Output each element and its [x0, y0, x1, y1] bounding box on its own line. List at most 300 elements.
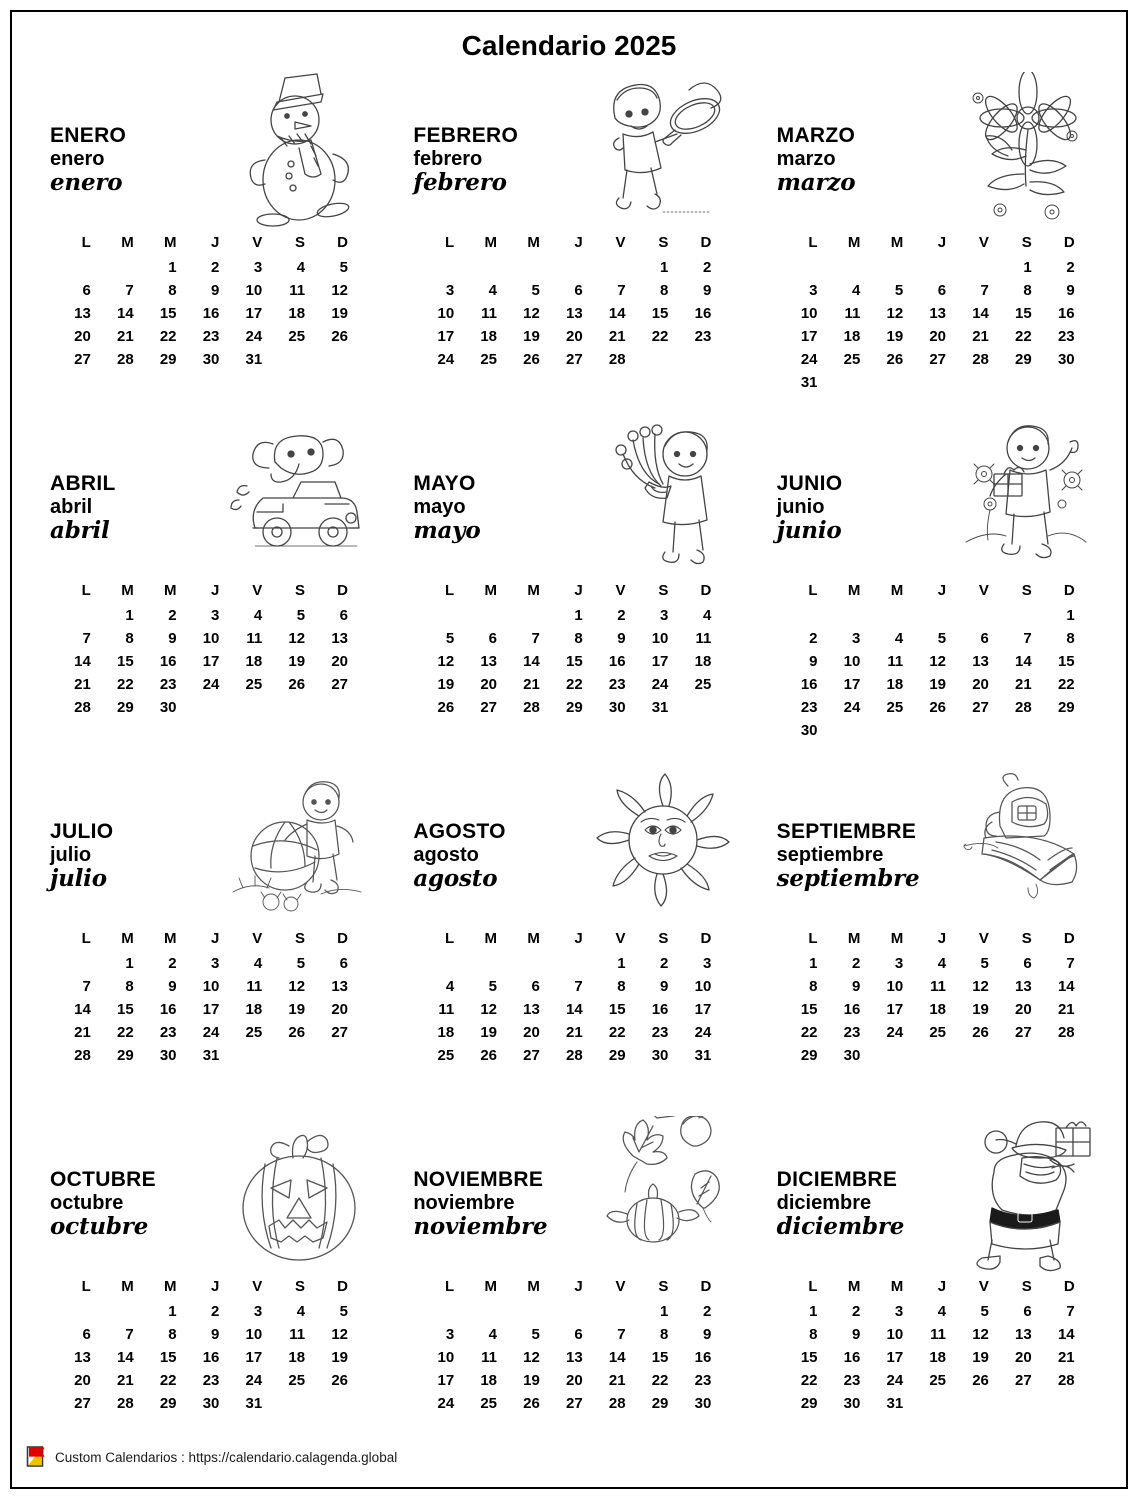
day-cell[interactable]: 11 — [481, 1349, 498, 1366]
day-cell[interactable]: 1 — [660, 1303, 669, 1320]
day-cell[interactable]: 2 — [1066, 259, 1075, 276]
day-cell[interactable]: 25 — [245, 676, 263, 693]
day-cell[interactable]: 18 — [288, 1349, 306, 1366]
day-cell[interactable]: 15 — [800, 1349, 818, 1366]
day-cell[interactable]: 16 — [202, 1349, 220, 1366]
day-cell[interactable]: 2 — [211, 259, 220, 276]
day-cell[interactable]: 11 — [481, 305, 498, 322]
day-cell[interactable]: 8 — [168, 1326, 177, 1343]
day-cell[interactable]: 23 — [608, 676, 626, 693]
day-cell[interactable]: 21 — [523, 676, 540, 693]
day-cell[interactable]: 30 — [159, 699, 177, 716]
day-cell[interactable]: 14 — [1057, 1326, 1075, 1343]
day-cell[interactable]: 24 — [694, 1024, 712, 1041]
day-cell[interactable]: 15 — [800, 1001, 818, 1018]
day-cell[interactable]: 17 — [245, 305, 263, 322]
day-cell[interactable]: 8 — [617, 978, 626, 995]
day-cell[interactable]: 27 — [331, 676, 348, 693]
day-cell[interactable]: 3 — [809, 282, 818, 299]
day-cell[interactable]: 26 — [288, 1024, 306, 1041]
day-cell[interactable]: 23 — [202, 328, 220, 345]
day-cell[interactable]: 22 — [651, 1372, 669, 1389]
day-cell[interactable]: 26 — [331, 328, 348, 345]
day-cell[interactable]: 15 — [117, 653, 134, 670]
day-cell[interactable]: 5 — [296, 955, 306, 972]
day-cell[interactable]: 3 — [211, 607, 220, 624]
day-cell[interactable]: 23 — [202, 1372, 220, 1389]
day-cell[interactable]: 14 — [608, 1349, 626, 1366]
day-cell[interactable]: 7 — [574, 978, 583, 995]
day-cell[interactable]: 26 — [929, 699, 947, 716]
day-cell[interactable]: 3 — [253, 259, 263, 276]
day-cell[interactable]: 29 — [608, 1047, 626, 1064]
day-cell[interactable]: 16 — [843, 1001, 861, 1018]
day-cell[interactable]: 20 — [566, 328, 583, 345]
day-cell[interactable]: 8 — [660, 1326, 669, 1343]
day-cell[interactable]: 13 — [74, 1349, 91, 1366]
day-cell[interactable]: 17 — [202, 1001, 220, 1018]
day-cell[interactable]: 15 — [117, 1001, 134, 1018]
day-cell[interactable]: 12 — [331, 282, 348, 299]
day-cell[interactable]: 23 — [694, 328, 712, 345]
day-cell[interactable]: 23 — [651, 1024, 669, 1041]
day-cell[interactable]: 15 — [651, 1349, 669, 1366]
day-cell[interactable]: 28 — [972, 351, 989, 368]
day-cell[interactable]: 3 — [894, 955, 904, 972]
day-cell[interactable]: 19 — [437, 676, 455, 693]
day-cell[interactable]: 2 — [660, 955, 669, 972]
day-cell[interactable]: 10 — [437, 305, 455, 322]
day-cell[interactable]: 27 — [331, 1024, 348, 1041]
day-cell[interactable]: 30 — [843, 1395, 861, 1412]
day-cell[interactable]: 13 — [566, 1349, 583, 1366]
day-cell[interactable]: 12 — [437, 653, 455, 670]
day-cell[interactable]: 15 — [1057, 653, 1075, 670]
day-cell[interactable]: 24 — [886, 1024, 904, 1041]
day-cell[interactable]: 22 — [1015, 328, 1032, 345]
day-cell[interactable]: 3 — [253, 1303, 263, 1320]
day-cell[interactable]: 20 — [1015, 1001, 1032, 1018]
day-cell[interactable]: 2 — [702, 1303, 712, 1320]
day-cell[interactable]: 15 — [566, 653, 583, 670]
day-cell[interactable]: 14 — [566, 1001, 583, 1018]
day-cell[interactable]: 4 — [445, 978, 455, 995]
day-cell[interactable]: 7 — [617, 282, 626, 299]
day-cell[interactable]: 29 — [800, 1047, 818, 1064]
day-cell[interactable]: 23 — [159, 1024, 177, 1041]
day-cell[interactable]: 27 — [74, 351, 91, 368]
day-cell[interactable]: 16 — [694, 1349, 712, 1366]
day-cell[interactable]: 11 — [844, 305, 861, 322]
day-cell[interactable]: 26 — [523, 351, 540, 368]
day-cell[interactable]: 1 — [125, 607, 134, 624]
day-cell[interactable]: 13 — [480, 653, 498, 670]
day-cell[interactable]: 12 — [523, 305, 540, 322]
day-cell[interactable]: 12 — [886, 305, 904, 322]
day-cell[interactable]: 13 — [1015, 978, 1032, 995]
day-cell[interactable]: 3 — [660, 607, 669, 624]
day-cell[interactable]: 18 — [929, 1349, 947, 1366]
day-cell[interactable]: 10 — [202, 630, 220, 647]
day-cell[interactable]: 19 — [331, 305, 348, 322]
day-cell[interactable]: 28 — [74, 1047, 91, 1064]
day-cell[interactable]: 29 — [159, 351, 177, 368]
day-cell[interactable]: 23 — [843, 1372, 861, 1389]
day-cell[interactable]: 5 — [339, 1303, 348, 1320]
day-cell[interactable]: 2 — [852, 1303, 861, 1320]
day-cell[interactable]: 28 — [608, 351, 626, 368]
day-cell[interactable]: 14 — [523, 653, 540, 670]
day-cell[interactable]: 19 — [288, 653, 306, 670]
day-cell[interactable]: 1 — [809, 955, 818, 972]
day-cell[interactable]: 11 — [438, 1001, 455, 1018]
day-cell[interactable]: 13 — [566, 305, 583, 322]
day-cell[interactable]: 8 — [168, 282, 177, 299]
day-cell[interactable]: 28 — [74, 699, 91, 716]
day-cell[interactable]: 29 — [651, 1395, 669, 1412]
day-cell[interactable]: 5 — [531, 282, 540, 299]
day-cell[interactable]: 17 — [202, 653, 220, 670]
day-cell[interactable]: 9 — [809, 653, 818, 670]
day-cell[interactable]: 6 — [339, 955, 348, 972]
day-cell[interactable]: 27 — [480, 699, 498, 716]
day-cell[interactable]: 5 — [296, 607, 306, 624]
day-cell[interactable]: 27 — [1015, 1024, 1032, 1041]
day-cell[interactable]: 3 — [894, 1303, 904, 1320]
day-cell[interactable]: 30 — [1057, 351, 1075, 368]
day-cell[interactable]: 19 — [886, 328, 904, 345]
day-cell[interactable]: 10 — [437, 1349, 455, 1366]
day-cell[interactable]: 22 — [651, 328, 669, 345]
day-cell[interactable]: 9 — [660, 978, 669, 995]
day-cell[interactable]: 10 — [886, 1326, 904, 1343]
day-cell[interactable]: 29 — [1015, 351, 1032, 368]
day-cell[interactable]: 20 — [1015, 1349, 1032, 1366]
day-cell[interactable]: 12 — [972, 978, 989, 995]
day-cell[interactable]: 17 — [843, 676, 861, 693]
day-cell[interactable]: 17 — [437, 328, 455, 345]
day-cell[interactable]: 1 — [660, 259, 669, 276]
day-cell[interactable]: 6 — [574, 1326, 583, 1343]
day-cell[interactable]: 19 — [972, 1001, 989, 1018]
day-cell[interactable]: 21 — [117, 1372, 134, 1389]
day-cell[interactable]: 22 — [800, 1372, 818, 1389]
day-cell[interactable]: 3 — [211, 955, 220, 972]
day-cell[interactable]: 6 — [488, 630, 498, 647]
day-cell[interactable]: 28 — [117, 1395, 134, 1412]
day-cell[interactable]: 1 — [1023, 259, 1032, 276]
day-cell[interactable]: 6 — [937, 282, 947, 299]
day-cell[interactable]: 5 — [531, 1326, 540, 1343]
day-cell[interactable]: 16 — [1057, 305, 1075, 322]
day-cell[interactable]: 23 — [800, 699, 818, 716]
day-cell[interactable]: 26 — [480, 1047, 498, 1064]
day-cell[interactable]: 26 — [437, 699, 455, 716]
day-cell[interactable]: 22 — [608, 1024, 626, 1041]
day-cell[interactable]: 31 — [886, 1395, 904, 1412]
day-cell[interactable]: 11 — [930, 1326, 947, 1343]
day-cell[interactable]: 21 — [74, 1024, 91, 1041]
day-cell[interactable]: 5 — [894, 282, 904, 299]
day-cell[interactable]: 2 — [168, 607, 177, 624]
day-cell[interactable]: 17 — [245, 1349, 263, 1366]
day-cell[interactable]: 12 — [480, 1001, 498, 1018]
day-cell[interactable]: 8 — [1023, 282, 1032, 299]
day-cell[interactable]: 27 — [1015, 1372, 1032, 1389]
day-cell[interactable]: 22 — [566, 676, 583, 693]
day-cell[interactable]: 29 — [1057, 699, 1075, 716]
day-cell[interactable]: 21 — [566, 1024, 583, 1041]
day-cell[interactable]: 26 — [331, 1372, 348, 1389]
day-cell[interactable]: 11 — [695, 630, 712, 647]
day-cell[interactable]: 10 — [245, 282, 263, 299]
day-cell[interactable]: 21 — [1057, 1349, 1075, 1366]
day-cell[interactable]: 25 — [480, 351, 498, 368]
day-cell[interactable]: 31 — [202, 1047, 220, 1064]
day-cell[interactable]: 23 — [843, 1024, 861, 1041]
day-cell[interactable]: 18 — [245, 653, 263, 670]
day-cell[interactable]: 15 — [608, 1001, 626, 1018]
day-cell[interactable]: 18 — [480, 328, 498, 345]
day-cell[interactable]: 1 — [168, 259, 177, 276]
day-cell[interactable]: 4 — [296, 259, 306, 276]
day-cell[interactable]: 8 — [125, 630, 134, 647]
day-cell[interactable]: 11 — [246, 630, 263, 647]
day-cell[interactable]: 17 — [800, 328, 818, 345]
day-cell[interactable]: 14 — [117, 1349, 134, 1366]
day-cell[interactable]: 6 — [339, 607, 348, 624]
day-cell[interactable]: 9 — [852, 1326, 861, 1343]
day-cell[interactable]: 9 — [168, 978, 177, 995]
day-cell[interactable]: 29 — [159, 1395, 177, 1412]
day-cell[interactable]: 6 — [980, 630, 989, 647]
day-cell[interactable]: 18 — [480, 1372, 498, 1389]
day-cell[interactable]: 14 — [1057, 978, 1075, 995]
day-cell[interactable]: 10 — [800, 305, 818, 322]
day-cell[interactable]: 21 — [1057, 1001, 1075, 1018]
day-cell[interactable]: 11 — [289, 282, 306, 299]
day-cell[interactable]: 24 — [202, 1024, 220, 1041]
day-cell[interactable]: 30 — [800, 722, 818, 739]
day-cell[interactable]: 16 — [159, 1001, 177, 1018]
day-cell[interactable]: 26 — [972, 1372, 989, 1389]
day-cell[interactable]: 1 — [809, 1303, 818, 1320]
day-cell[interactable]: 21 — [117, 328, 134, 345]
day-cell[interactable]: 19 — [972, 1349, 989, 1366]
day-cell[interactable]: 26 — [972, 1024, 989, 1041]
day-cell[interactable]: 14 — [74, 653, 91, 670]
day-cell[interactable]: 2 — [168, 955, 177, 972]
day-cell[interactable]: 21 — [74, 676, 91, 693]
day-cell[interactable]: 8 — [574, 630, 583, 647]
day-cell[interactable]: 28 — [566, 1047, 583, 1064]
day-cell[interactable]: 25 — [694, 676, 712, 693]
day-cell[interactable]: 18 — [437, 1024, 455, 1041]
day-cell[interactable]: 2 — [852, 955, 861, 972]
day-cell[interactable]: 17 — [886, 1349, 904, 1366]
day-cell[interactable]: 4 — [937, 955, 947, 972]
day-cell[interactable]: 6 — [82, 282, 91, 299]
day-cell[interactable]: 18 — [843, 328, 861, 345]
day-cell[interactable]: 9 — [852, 978, 861, 995]
day-cell[interactable]: 10 — [843, 653, 861, 670]
day-cell[interactable]: 21 — [608, 1372, 626, 1389]
day-cell[interactable]: 27 — [566, 351, 583, 368]
day-cell[interactable]: 21 — [608, 328, 626, 345]
day-cell[interactable]: 24 — [437, 1395, 455, 1412]
day-cell[interactable]: 22 — [117, 676, 134, 693]
day-cell[interactable]: 5 — [937, 630, 947, 647]
day-cell[interactable]: 22 — [1057, 676, 1075, 693]
day-cell[interactable]: 25 — [843, 351, 861, 368]
day-cell[interactable]: 24 — [800, 351, 818, 368]
day-cell[interactable]: 27 — [523, 1047, 540, 1064]
day-cell[interactable]: 19 — [523, 1372, 540, 1389]
day-cell[interactable]: 23 — [1057, 328, 1075, 345]
day-cell[interactable]: 1 — [617, 955, 626, 972]
day-cell[interactable]: 16 — [202, 305, 220, 322]
day-cell[interactable]: 4 — [488, 1326, 498, 1343]
day-cell[interactable]: 5 — [488, 978, 498, 995]
day-cell[interactable]: 4 — [937, 1303, 947, 1320]
day-cell[interactable]: 20 — [480, 676, 498, 693]
day-cell[interactable]: 28 — [1057, 1372, 1075, 1389]
day-cell[interactable]: 27 — [74, 1395, 91, 1412]
day-cell[interactable]: 13 — [74, 305, 91, 322]
day-cell[interactable]: 25 — [480, 1395, 498, 1412]
day-cell[interactable]: 5 — [339, 259, 348, 276]
day-cell[interactable]: 24 — [202, 676, 220, 693]
day-cell[interactable]: 25 — [288, 328, 306, 345]
day-cell[interactable]: 20 — [74, 1372, 91, 1389]
day-cell[interactable]: 25 — [929, 1372, 947, 1389]
day-cell[interactable]: 10 — [245, 1326, 263, 1343]
day-cell[interactable]: 7 — [125, 1326, 134, 1343]
day-cell[interactable]: 7 — [1023, 630, 1032, 647]
day-cell[interactable]: 20 — [972, 676, 989, 693]
day-cell[interactable]: 1 — [125, 955, 134, 972]
day-cell[interactable]: 3 — [702, 955, 712, 972]
day-cell[interactable]: 13 — [1015, 1326, 1032, 1343]
day-cell[interactable]: 7 — [125, 282, 134, 299]
day-cell[interactable]: 19 — [331, 1349, 348, 1366]
day-cell[interactable]: 6 — [1023, 1303, 1032, 1320]
day-cell[interactable]: 7 — [82, 978, 91, 995]
day-cell[interactable]: 30 — [651, 1047, 669, 1064]
day-cell[interactable]: 16 — [651, 1001, 669, 1018]
day-cell[interactable]: 29 — [117, 699, 134, 716]
day-cell[interactable]: 31 — [245, 1395, 263, 1412]
day-cell[interactable]: 5 — [980, 1303, 989, 1320]
day-cell[interactable]: 23 — [159, 676, 177, 693]
day-cell[interactable]: 6 — [82, 1326, 91, 1343]
day-cell[interactable]: 28 — [523, 699, 540, 716]
day-cell[interactable]: 23 — [694, 1372, 712, 1389]
day-cell[interactable]: 3 — [445, 282, 455, 299]
day-cell[interactable]: 17 — [651, 653, 669, 670]
day-cell[interactable]: 15 — [159, 1349, 177, 1366]
day-cell[interactable]: 22 — [159, 1372, 177, 1389]
day-cell[interactable]: 17 — [694, 1001, 712, 1018]
day-cell[interactable]: 26 — [886, 351, 904, 368]
day-cell[interactable]: 24 — [245, 328, 263, 345]
day-cell[interactable]: 13 — [331, 978, 348, 995]
day-cell[interactable]: 7 — [531, 630, 540, 647]
day-cell[interactable]: 14 — [117, 305, 134, 322]
day-cell[interactable]: 20 — [929, 328, 947, 345]
day-cell[interactable]: 4 — [296, 1303, 306, 1320]
day-cell[interactable]: 31 — [651, 699, 669, 716]
day-cell[interactable]: 7 — [980, 282, 989, 299]
day-cell[interactable]: 17 — [437, 1372, 455, 1389]
day-cell[interactable]: 28 — [1015, 699, 1032, 716]
day-cell[interactable]: 18 — [245, 1001, 263, 1018]
day-cell[interactable]: 21 — [1015, 676, 1032, 693]
day-cell[interactable]: 14 — [972, 305, 989, 322]
day-cell[interactable]: 12 — [523, 1349, 540, 1366]
day-cell[interactable]: 5 — [980, 955, 989, 972]
day-cell[interactable]: 29 — [566, 699, 583, 716]
day-cell[interactable]: 8 — [809, 978, 818, 995]
day-cell[interactable]: 4 — [702, 607, 712, 624]
day-cell[interactable]: 18 — [929, 1001, 947, 1018]
day-cell[interactable]: 18 — [288, 305, 306, 322]
day-cell[interactable]: 20 — [566, 1372, 583, 1389]
day-cell[interactable]: 1 — [168, 1303, 177, 1320]
day-cell[interactable]: 16 — [800, 676, 818, 693]
day-cell[interactable]: 24 — [651, 676, 669, 693]
day-cell[interactable]: 12 — [929, 653, 947, 670]
day-cell[interactable]: 17 — [886, 1001, 904, 1018]
day-cell[interactable]: 2 — [809, 630, 818, 647]
day-cell[interactable]: 2 — [617, 607, 626, 624]
day-cell[interactable]: 30 — [202, 351, 220, 368]
day-cell[interactable]: 10 — [694, 978, 712, 995]
day-cell[interactable]: 30 — [159, 1047, 177, 1064]
day-cell[interactable]: 14 — [1015, 653, 1032, 670]
day-cell[interactable]: 11 — [246, 978, 263, 995]
day-cell[interactable]: 25 — [929, 1024, 947, 1041]
day-cell[interactable]: 9 — [702, 282, 712, 299]
day-cell[interactable]: 2 — [702, 259, 712, 276]
day-cell[interactable]: 25 — [886, 699, 904, 716]
day-cell[interactable]: 3 — [445, 1326, 455, 1343]
day-cell[interactable]: 28 — [1057, 1024, 1075, 1041]
day-cell[interactable]: 30 — [843, 1047, 861, 1064]
day-cell[interactable]: 13 — [972, 653, 989, 670]
day-cell[interactable]: 10 — [202, 978, 220, 995]
day-cell[interactable]: 6 — [1023, 955, 1032, 972]
day-cell[interactable]: 15 — [159, 305, 177, 322]
day-cell[interactable]: 18 — [886, 676, 904, 693]
day-cell[interactable]: 11 — [930, 978, 947, 995]
day-cell[interactable]: 26 — [288, 676, 306, 693]
day-cell[interactable]: 4 — [253, 955, 263, 972]
day-cell[interactable]: 24 — [437, 351, 455, 368]
day-cell[interactable]: 19 — [480, 1024, 498, 1041]
day-cell[interactable]: 8 — [809, 1326, 818, 1343]
day-cell[interactable]: 9 — [1066, 282, 1075, 299]
day-cell[interactable]: 26 — [523, 1395, 540, 1412]
day-cell[interactable]: 4 — [852, 282, 861, 299]
day-cell[interactable]: 7 — [82, 630, 91, 647]
day-cell[interactable]: 16 — [843, 1349, 861, 1366]
day-cell[interactable]: 29 — [117, 1047, 134, 1064]
day-cell[interactable]: 27 — [566, 1395, 583, 1412]
day-cell[interactable]: 16 — [159, 653, 177, 670]
day-cell[interactable]: 11 — [289, 1326, 306, 1343]
day-cell[interactable]: 20 — [74, 328, 91, 345]
